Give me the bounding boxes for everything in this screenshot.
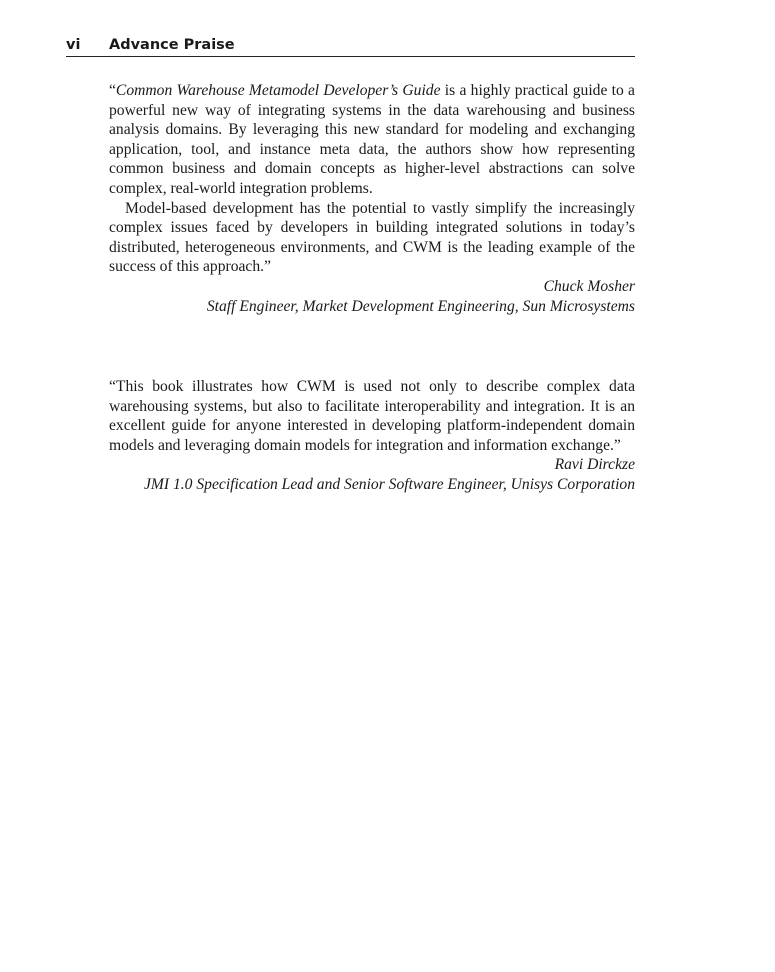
quote-affiliation: JMI 1.0 Specification Lead and Senior Software Engineer, Unisys Corporation [143, 475, 635, 493]
running-header [66, 37, 635, 57]
section-title: Advance Praise [109, 37, 235, 53]
quote-author: Ravi Dirckze [554, 456, 635, 474]
praise-quote [109, 377, 635, 495]
praise-quote [109, 81, 635, 316]
book-title: Common Warehouse Metamodel Developer’s Guide [115, 82, 441, 99]
quote-paragraph: “This book illustrates how CWM is used not only to describe complex data warehousing systems, but also to facilitate interoperability and integration. It is an excellent guide for anyone interested in developing platform-independent domain models and leveraging domain models for integration and information exchange.” [109, 378, 635, 454]
quote-paragraph: Model-based development has the potential to vastly simplify the increasingly complex issues faced by developers in building integrated solutions in today’s distributed, heterogeneous environments, and CWM is the leading example of the success of this approach.” [109, 199, 635, 276]
quote-paragraph [109, 81, 635, 199]
page-number: vi [66, 37, 81, 53]
quote-affiliation: Staff Engineer, Market Development Engineering, Sun Microsystems [206, 297, 635, 315]
open-quote-mark: “ [109, 82, 116, 99]
quote-text: is a highly practical guide to a powerful new way of integrating systems in the data warehousing and business analysis domains. By leveraging this new standard for modeling and exchanging application, tool, and instance meta data, the authors show how representing common business and domain concepts as higher-level abstractions can solve complex, real-world integration problems. [109, 82, 635, 197]
quote-author: Chuck Mosher [543, 277, 635, 295]
